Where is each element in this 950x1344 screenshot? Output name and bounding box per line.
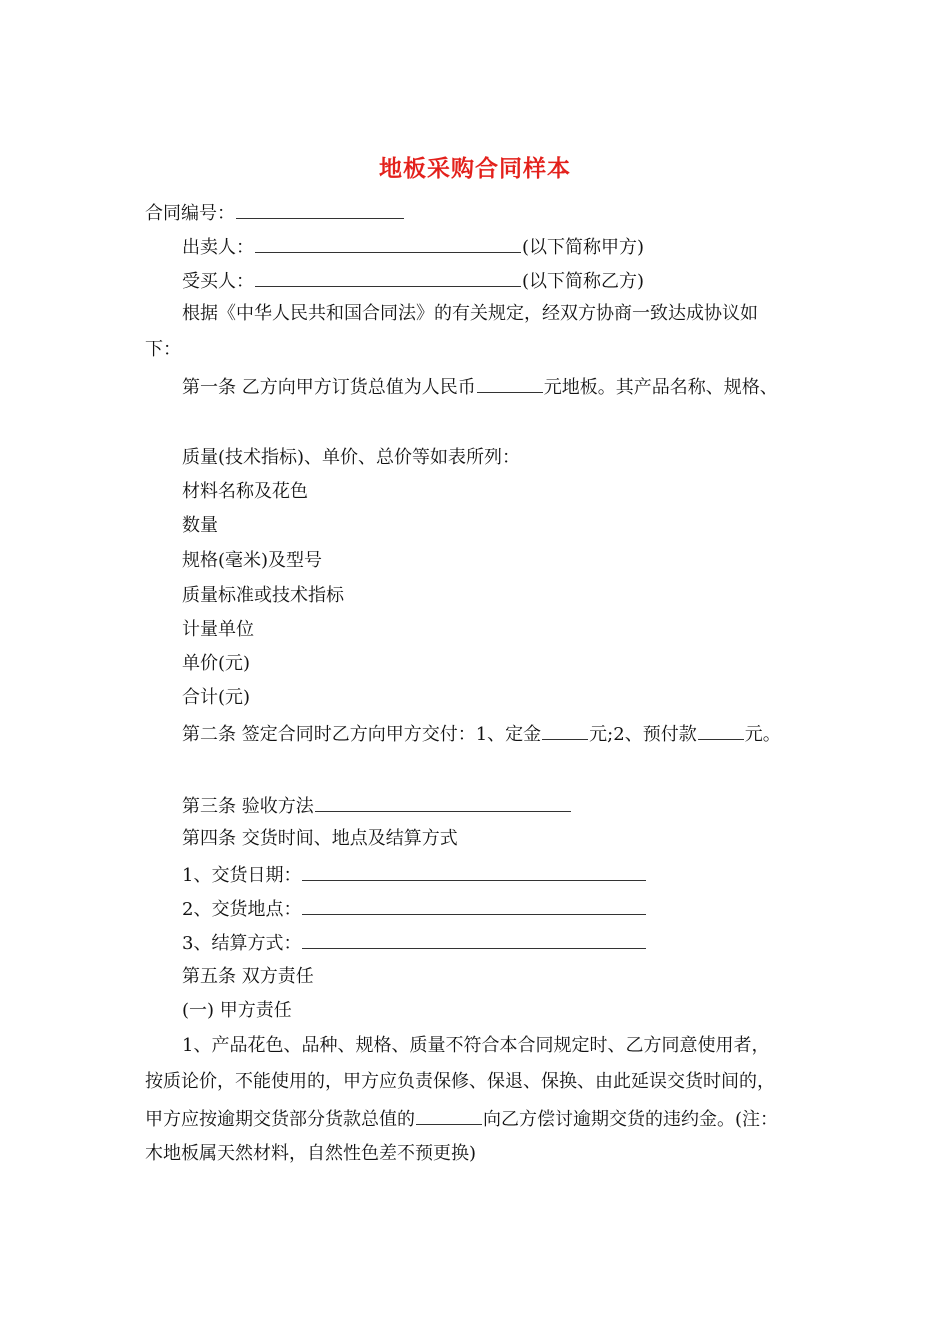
intro-line-2: 下： — [145, 339, 181, 360]
article3-label: 第三条 验收方法 — [182, 796, 314, 817]
clause-line-3 — [145, 1106, 778, 1132]
article1-line — [182, 374, 778, 400]
clause-part-b: 向乙方偿讨逾期交货的违约金。(注： — [483, 1109, 779, 1130]
inspection-method-blank[interactable] — [315, 793, 571, 812]
article1-line-2: 质量(技术指标)、单价、总价等如表所列： — [182, 447, 521, 468]
article5-title: 第五条 双方责任 — [182, 966, 314, 987]
item-list-entry: 质量标准或技术指标 — [182, 585, 344, 606]
delivery-place-label: 2、交货地点： — [182, 899, 302, 920]
item-list-entry: 数量 — [182, 515, 218, 536]
delivery-date-label: 1、交货日期： — [182, 865, 302, 886]
item-list-entry: 合计(元) — [182, 687, 251, 708]
article2-part1: 第二条 签定合同时乙方向甲方交付：1、定金 — [182, 724, 542, 745]
clause-line: 木地板属天然材料，自然性色差不预更换) — [145, 1143, 477, 1164]
article3-line — [182, 793, 572, 819]
seller-line — [182, 234, 644, 260]
item-list-entry: 计量单位 — [182, 619, 254, 640]
article2-part2: 元;2、预付款 — [589, 724, 697, 745]
settlement-line — [182, 930, 647, 956]
item-list-entry: 单价(元) — [182, 653, 251, 674]
clause-line: 按质论价，不能使用的，甲方应负责保修、保退、保换、由此延误交货时间的， — [145, 1071, 775, 1092]
seller-note: (以下简称甲方) — [522, 237, 645, 258]
delivery-place-blank[interactable] — [302, 896, 646, 915]
seller-label: 出卖人： — [182, 237, 254, 258]
settlement-label: 3、结算方式： — [182, 933, 302, 954]
contract-number-label: 合同编号： — [145, 203, 235, 224]
delivery-date-line — [182, 862, 647, 888]
clause-line: 1、产品花色、品种、规格、质量不符合本合同规定时、乙方同意使用者， — [182, 1035, 770, 1056]
clause-part-a: 甲方应按逾期交货部分货款总值的 — [145, 1109, 415, 1130]
prepayment-blank[interactable] — [698, 721, 744, 740]
seller-blank[interactable] — [255, 234, 521, 253]
item-list-entry: 规格(毫米)及型号 — [182, 550, 323, 571]
party-a-heading: (一) 甲方责任 — [182, 1000, 292, 1021]
article4-title: 第四条 交货时间、地点及结算方式 — [182, 828, 458, 849]
article2-line — [182, 721, 781, 747]
penalty-rate-blank[interactable] — [416, 1106, 482, 1125]
article2-part3: 元。 — [744, 724, 781, 745]
intro-line-1: 根据《中华人民共和国合同法》的有关规定，经双方协商一致达成协议如 — [182, 303, 758, 324]
document-title: 地板采购合同样本 — [379, 155, 571, 182]
article1-part1: 第一条 乙方向甲方订货总值为人民币 — [182, 377, 476, 398]
buyer-line — [182, 268, 644, 294]
total-amount-blank[interactable] — [477, 374, 543, 393]
settlement-blank[interactable] — [302, 930, 646, 949]
deposit-blank[interactable] — [542, 721, 588, 740]
contract-number-blank[interactable] — [236, 200, 404, 219]
buyer-blank[interactable] — [255, 268, 521, 287]
contract-number-line — [145, 200, 405, 226]
item-list-entry: 材料名称及花色 — [182, 481, 308, 502]
buyer-note: (以下简称乙方) — [522, 271, 645, 292]
article1-part2: 元地板。其产品名称、规格、 — [543, 377, 778, 398]
buyer-label: 受买人： — [182, 271, 254, 292]
delivery-date-blank[interactable] — [302, 862, 646, 881]
delivery-place-line — [182, 896, 647, 922]
